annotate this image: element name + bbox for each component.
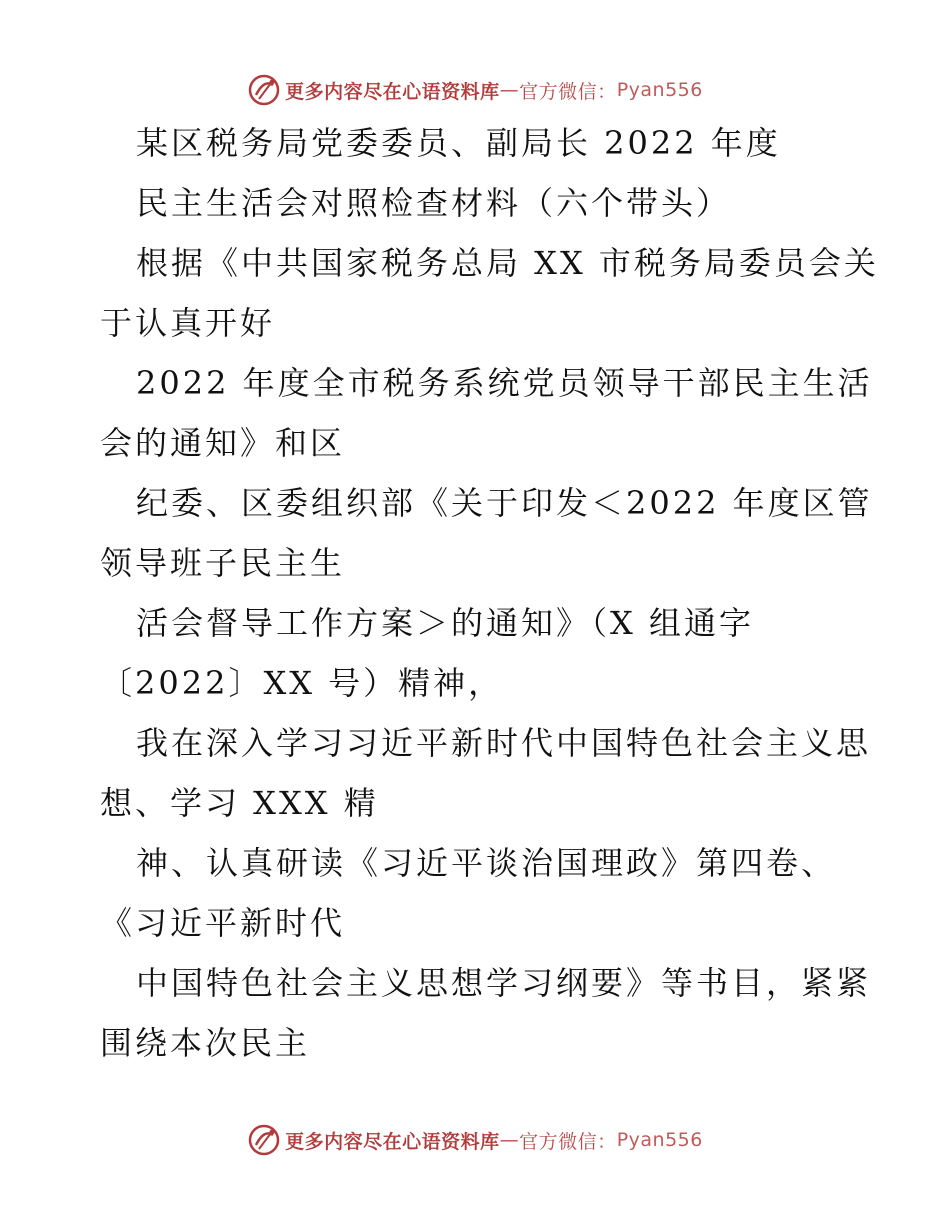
doc-line: 〔2022〕XX 号）精神， <box>100 664 504 702</box>
doc-line: 某区税务局党委委员、副局长 2022 年度 <box>136 124 781 162</box>
banner-separator: — <box>499 79 520 101</box>
brand-logo-icon <box>247 73 281 107</box>
doc-line: 我在深入学习习近平新时代中国特色社会主义思 <box>136 724 872 762</box>
banner-label: 官方微信： <box>519 80 617 103</box>
doc-line: 神、认真研读《习近平谈治国理政》第四卷、 <box>136 844 837 882</box>
doc-line: 《习近平新时代 <box>100 904 346 942</box>
banner-content <box>247 73 703 107</box>
banner-separator: — <box>499 1129 520 1151</box>
banner-account: Pyan556 <box>616 79 703 101</box>
doc-line: 会的通知》和区 <box>100 424 346 462</box>
doc-line: 于认真开好 <box>100 304 276 342</box>
banner-title: 更多内容尽在心语资料库 <box>285 80 500 103</box>
doc-line: 纪委、区委组织部《关于印发＜2022 年度区管 <box>136 484 873 522</box>
doc-line: 围绕本次民主 <box>100 1024 311 1062</box>
doc-line: 根据《中共国家税务总局 XX 市税务局委员会关 <box>136 244 879 282</box>
doc-line: 2022 年度全市税务系统党员领导干部民主生活 <box>136 364 873 402</box>
banner-content <box>247 1123 703 1157</box>
doc-line: 想、学习 XXX 精 <box>100 784 379 822</box>
brand-logo-icon <box>247 1123 281 1157</box>
footer-banner <box>0 1120 950 1160</box>
doc-line: 民主生活会对照检查材料（六个带头） <box>136 184 732 222</box>
header-banner <box>0 70 950 110</box>
doc-line: 领导班子民主生 <box>100 544 346 582</box>
banner-title: 更多内容尽在心语资料库 <box>285 1130 500 1153</box>
banner-account: Pyan556 <box>616 1129 703 1151</box>
banner-label: 官方微信： <box>519 1130 617 1153</box>
doc-line: 中国特色社会主义思想学习纲要》等书目，紧紧 <box>136 964 872 1002</box>
doc-line: 活会督导工作方案＞的通知》（X 组通字 <box>136 604 754 642</box>
